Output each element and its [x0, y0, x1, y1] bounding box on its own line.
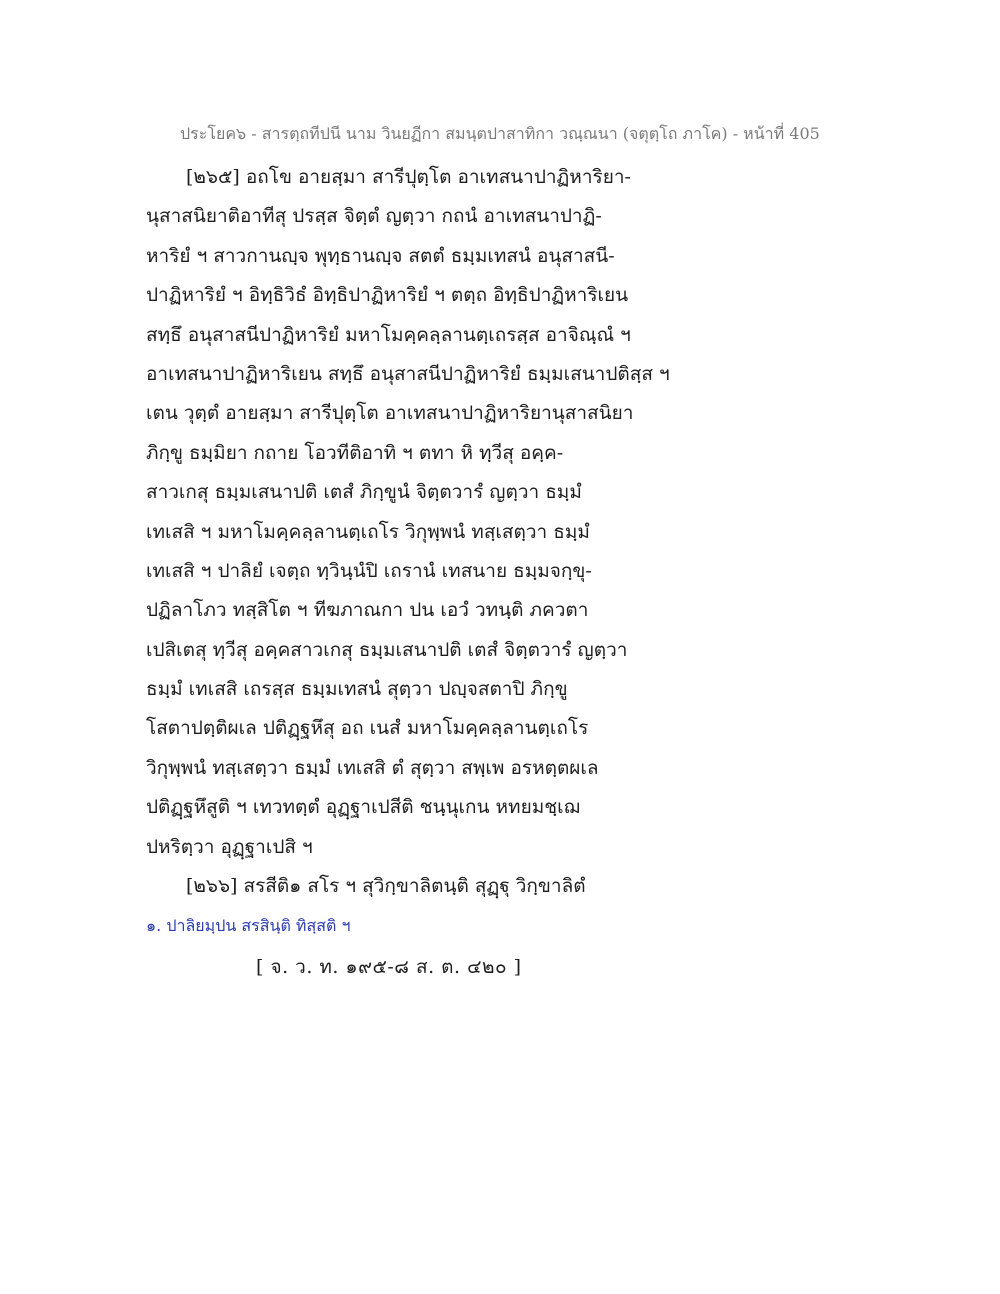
text-line: สาวเกสุ ธมฺมเสนาปติ เตสํ ภิกฺขูนํ จิตฺตวารํ ญตฺวา ธมฺมํ [146, 481, 582, 504]
footnote: ๑. ปาลิยมฺปน สรสินฺติ ทิสฺสติ ฯ [146, 916, 351, 935]
text-line: โสตาปตฺติผเล ปติฏฺฐหึสุ อถ เนสํ มหาโมคฺคลฺลานตฺเถโร [146, 717, 589, 740]
text-line: ภิกฺขู ธมฺมิยา กถาย โอวทีติอาทิ ฯ ตทา หิ ทฺวีสุ อคฺค- [146, 441, 564, 464]
text-line: ปฏิลาโภว ทสฺสิโต ฯ ทีฆภาณกา ปน เอวํ วทนฺติ ภควตา [146, 599, 589, 622]
text-line: สทฺธึ อนุสาสนีปาฏิหาริยํ มหาโมคฺคลฺลานตฺเถรสฺส อาจิณฺณํ ฯ [146, 323, 631, 346]
text-line: วิกุพฺพนํ ทสฺเสตฺวา ธมฺมํ เทเสสิ ตํ สุตฺวา สพฺเพ อรหตฺตผเล [146, 756, 599, 779]
page-header: ประโยค๖ - สารตฺถทีปนี นาม วินยฏีกา สมนฺตปาสาทิกา วณฺณนา (จตุตฺโถ ภาโค) - หน้าที่ 405 [180, 124, 820, 143]
text-line: [๒๖๕] อถโข อายสฺมา สารีปุตฺโต อาเทสนาปาฏิหาริยา- [186, 166, 631, 188]
text-line: เตน วุตฺตํ อายสฺมา สารีปุตฺโต อาเทสนาปาฏิหาริยานุสาสนิยา [146, 402, 634, 425]
text-line: เทเสสิ ฯ มหาโมคฺคลฺลานตฺเถโร วิกุพฺพนํ ทสฺเสตฺวา ธมฺมํ [146, 520, 590, 543]
reference-citation: [ จ. ว. ท. ๑๙๕-๘ ส. ต. ๔๒๐ ] [256, 956, 522, 978]
text-line: ธมฺมํ เทเสสิ เถรสฺส ธมฺมเทสนํ สุตฺวา ปญฺจสตาปิ ภิกฺขู [146, 678, 568, 701]
text-line: [๒๖๖] สรสีติ๑ สโร ฯ สุวิกฺขาลิตนฺติ สุฏฺฐุ วิกฺขาลิตํ [186, 875, 586, 898]
text-line: เทเสสิ ฯ ปาลิยํ เจตฺถ ทฺวินฺนํปิ เถรานํ เทสนาย ธมฺมจกฺขุ- [146, 559, 592, 582]
text-line: นุสาสนิยาติอาทีสุ ปรสฺส จิตฺตํ ญตฺวา กถนํ อาเทสนาปาฏิ- [146, 205, 602, 228]
body-text [146, 158, 866, 906]
text-line: ปาฏิหาริยํ ฯ อิทฺธิวิธํ อิทฺธิปาฏิหาริยํ ฯ ตตฺถ อิทฺธิปาฏิหาริเยน [146, 284, 629, 307]
text-line: ปติฏฺฐหึสูติ ฯ เทวทตฺตํ อุฏฺฐาเปสีติ ชนฺนุเกน หทยมชฺเฌ [146, 796, 580, 819]
text-line: เปสิเตสุ ทฺวีสุ อคฺคสาวเกสุ ธมฺมเสนาปติ เตสํ จิตฺตวารํ ญตฺวา [146, 638, 628, 661]
text-line: หาริยํ ฯ สาวกานญฺจ พุทฺธานญฺจ สตตํ ธมฺมเทสนํ อนุสาสนี- [146, 244, 615, 267]
text-line: อาเทสนาปาฏิหาริเยน สทฺธึ อนุสาสนีปาฏิหาริยํ ธมฺมเสนาปติสฺส ฯ [146, 362, 670, 385]
text-line: ปหริตฺวา อุฏฺฐาเปสิ ฯ [146, 835, 313, 858]
